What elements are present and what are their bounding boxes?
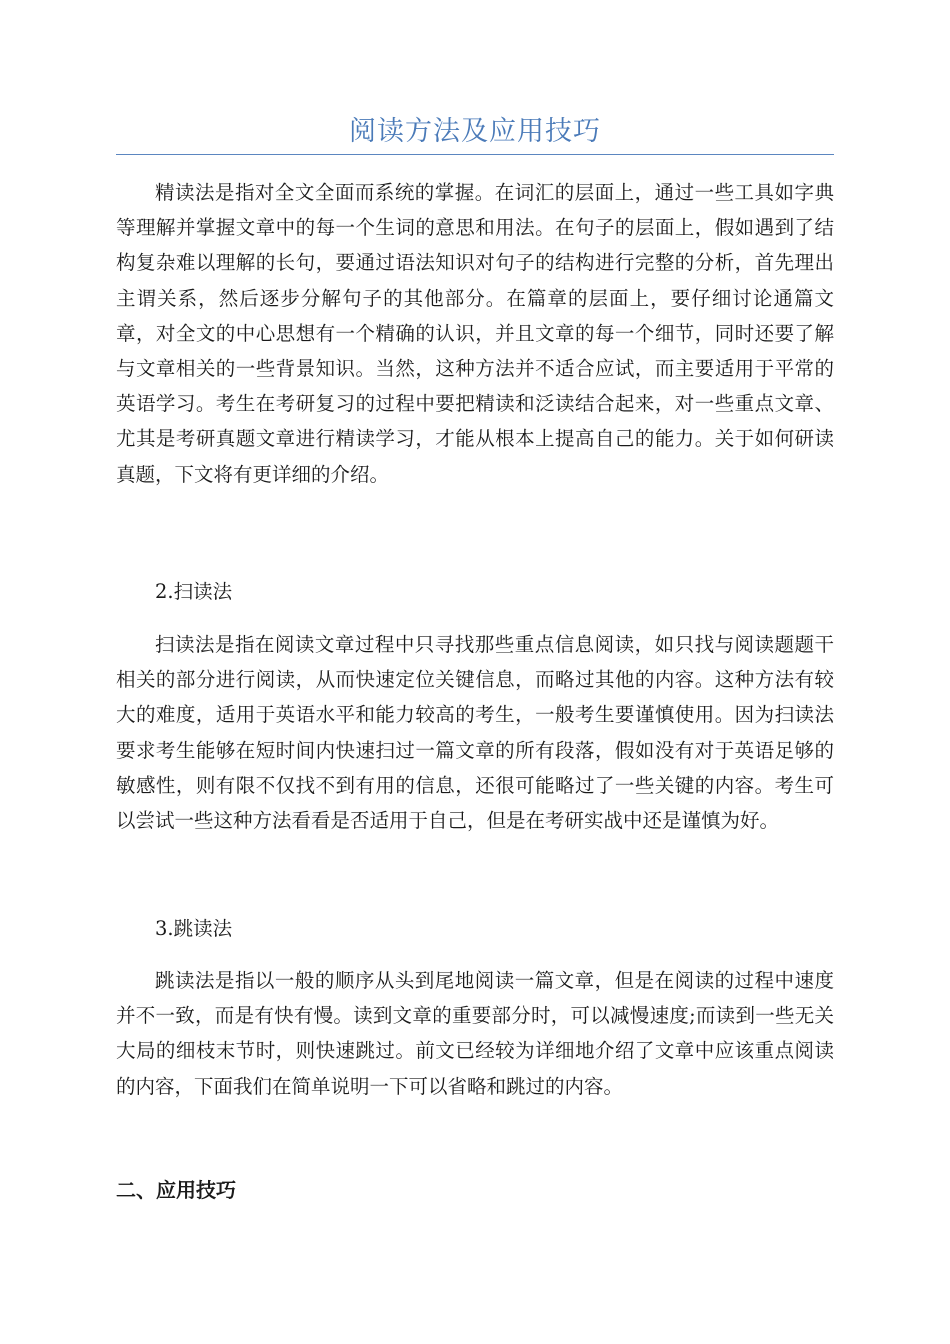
document-title: 阅读方法及应用技巧 <box>349 116 601 147</box>
section-heading-application-tips: 二、应用技巧 <box>116 1178 236 1202</box>
title-underline <box>116 154 834 155</box>
paragraph-scanning-method: 扫读法是指在阅读文章过程中只寻找那些重点信息阅读，如只找与阅读题题干相关的部分进行阅读，从而快速定位关键信息，而略过其他的内容。这种方法有较大的难度，适用于英语水平和能力较高的考生，一般考生要谨慎使用。因为扫读法要求考生能够在短时间内快速扫过一篇文章的所有段落，假如没有对于英语足够的敏感性，则有限不仅找不到有用的信息，还很可能略过了一些关键的内容。考生可以尝试一些这种方法看看是否适用于自己，但是在考研实战中还是谨慎为好。 <box>116 633 834 833</box>
heading-scanning-method: 2.扫读法 <box>155 580 233 603</box>
paragraph-skipping-method: 跳读法是指以一般的顺序从头到尾地阅读一篇文章，但是在阅读的过程中速度并不一致，而是有快有慢。读到文章的重要部分时，可以减慢速度;而读到一些无关大局的细枝末节时，则快速跳过。前文已经较为详细地介绍了文章中应该重点阅读的内容，下面我们在简单说明一下可以省略和跳过的内容。 <box>116 969 834 1098</box>
paragraph-intensive-reading: 精读法是指对全文全面而系统的掌握。在词汇的层面上，通过一些工具如字典等理解并掌握文章中的每一个生词的意思和用法。在句子的层面上，假如遇到了结构复杂难以理解的长句，要通过语法知识对句子的结构进行完整的分析，首先理出主谓关系，然后逐步分解句子的其他部分。在篇章的层面上，要仔细讨论通篇文章，对全文的中心思想有一个精确的认识，并且文章的每一个细节，同时还要了解与文章相关的一些背景知识。当然，这种方法并不适合应试，而主要适用于平常的英语学习。考生在考研复习的过程中要把精读和泛读结合起来，对一些重点文章、尤其是考研真题文章进行精读学习，才能从根本上提高自己的能力。关于如何研读真题，下文将有更详细的介绍。 <box>116 181 834 486</box>
heading-skipping-method: 3.跳读法 <box>155 917 233 940</box>
